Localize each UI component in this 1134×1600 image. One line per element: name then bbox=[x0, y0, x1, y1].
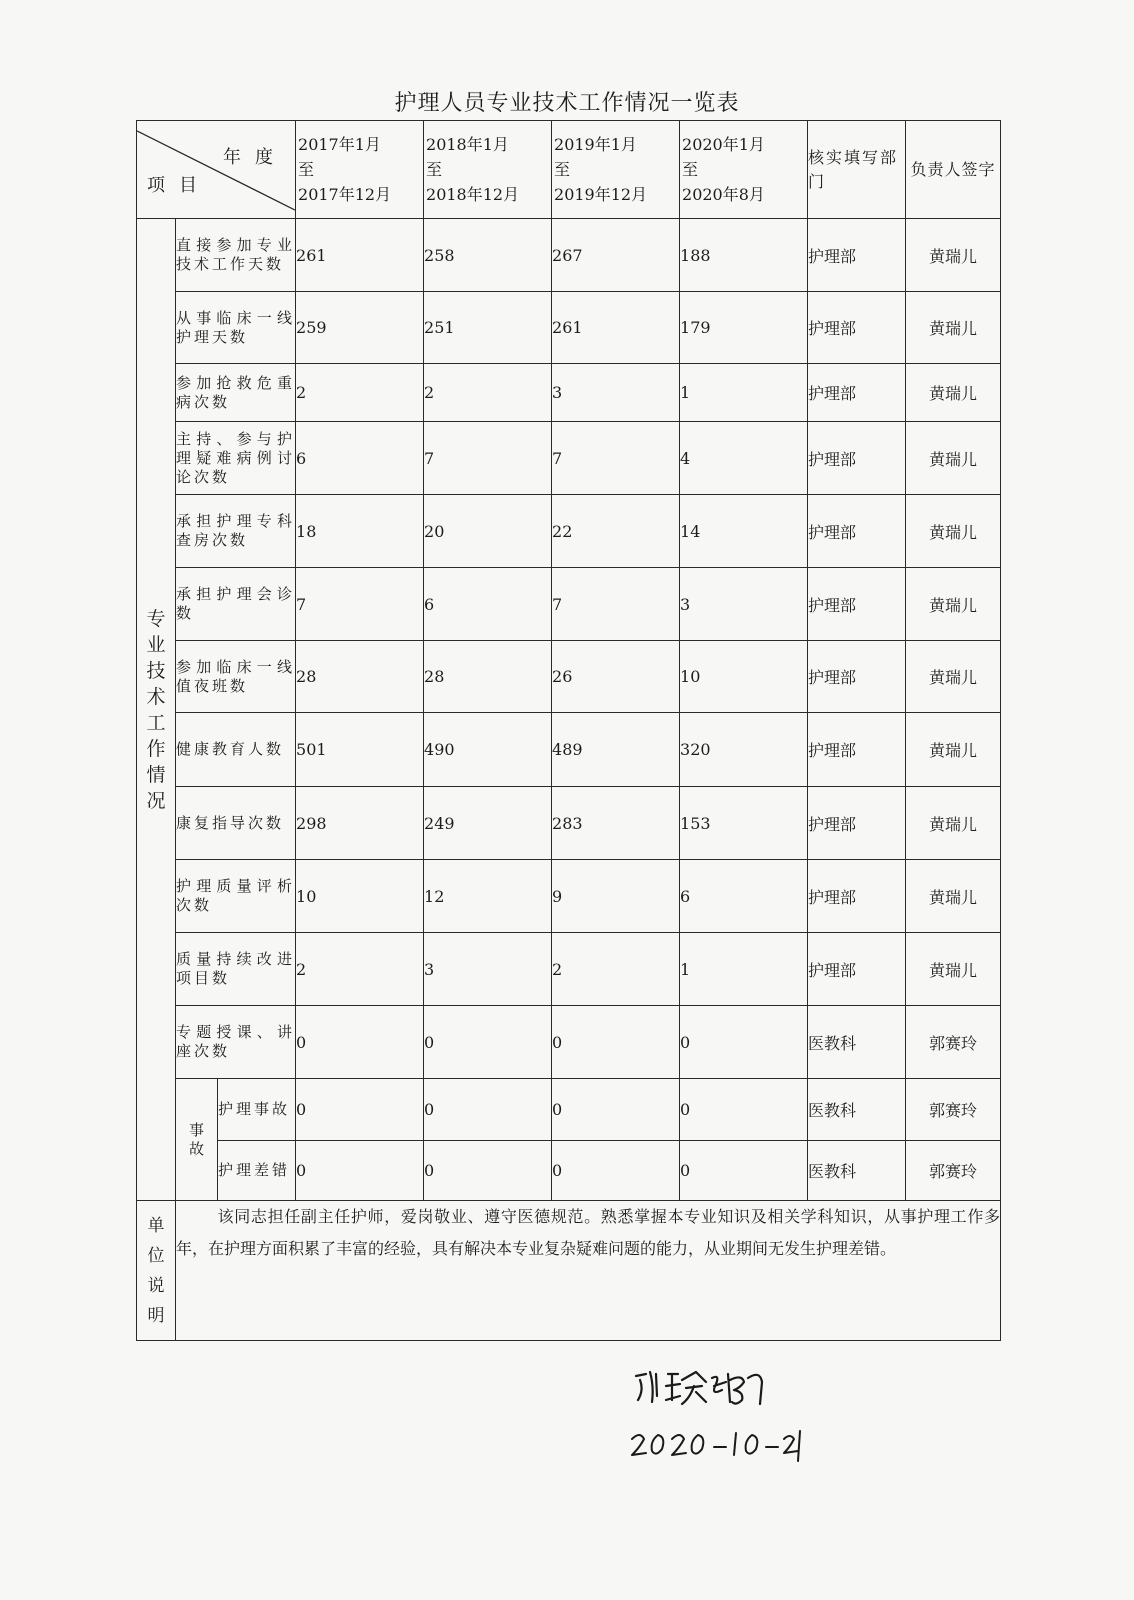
dept-cell: 护理部 bbox=[808, 787, 906, 860]
value-2018: 3 bbox=[424, 933, 552, 1006]
sign-cell: 黄瑞儿 bbox=[906, 422, 1001, 495]
value-2020: 6 bbox=[680, 860, 808, 933]
value-2017: 261 bbox=[296, 219, 424, 292]
year-header-2017: 2017年1月 至 2017年12月 bbox=[296, 121, 424, 219]
table-row bbox=[137, 860, 1001, 933]
value-2020: 0 bbox=[680, 1141, 808, 1201]
dept-cell: 医教科 bbox=[808, 1006, 906, 1079]
year-header-2019: 2019年1月 至 2019年12月 bbox=[552, 121, 680, 219]
value-2018: 251 bbox=[424, 292, 552, 364]
note-row bbox=[137, 1201, 1001, 1341]
value-2019: 7 bbox=[552, 568, 680, 641]
dept-cell: 护理部 bbox=[808, 713, 906, 787]
table-row bbox=[137, 219, 1001, 292]
value-2020: 1 bbox=[680, 364, 808, 422]
sign-cell: 黄瑞儿 bbox=[906, 219, 1001, 292]
value-2020: 188 bbox=[680, 219, 808, 292]
value-2017: 6 bbox=[296, 422, 424, 495]
value-2019: 3 bbox=[552, 364, 680, 422]
work-summary-table bbox=[136, 120, 1001, 1341]
value-2019: 9 bbox=[552, 860, 680, 933]
dept-cell: 护理部 bbox=[808, 364, 906, 422]
section-label: 专 业 技 术 工 作 情 况 bbox=[137, 219, 176, 1201]
sign-cell: 黄瑞儿 bbox=[906, 495, 1001, 568]
value-2020: 4 bbox=[680, 422, 808, 495]
value-2019: 2 bbox=[552, 933, 680, 1006]
sign-cell: 黄瑞儿 bbox=[906, 641, 1001, 713]
note-text: 该同志担任副主任护师，爱岗敬业、遵守医德规范。熟悉掌握本专业知识及相关学科知识，从事护理工作多年，在护理方面积累了丰富的经验，具有解决本专业复杂疑难问题的能力，从业期间无发生护理差错。 bbox=[176, 1201, 1001, 1341]
value-2017: 18 bbox=[296, 495, 424, 568]
dept-header: 核实填写部门 bbox=[808, 121, 906, 219]
value-2018: 249 bbox=[424, 787, 552, 860]
value-2019: 22 bbox=[552, 495, 680, 568]
value-2019: 283 bbox=[552, 787, 680, 860]
value-2018: 28 bbox=[424, 641, 552, 713]
table-row bbox=[137, 364, 1001, 422]
row-label: 质量持续改进项目数 bbox=[176, 933, 296, 1006]
value-2018: 0 bbox=[424, 1079, 552, 1141]
sign-cell: 黄瑞儿 bbox=[906, 292, 1001, 364]
value-2020: 14 bbox=[680, 495, 808, 568]
row-label: 健康教育人数 bbox=[176, 713, 296, 787]
value-2017: 10 bbox=[296, 860, 424, 933]
handwritten-signature bbox=[630, 1360, 770, 1410]
accident-label: 事 故 bbox=[176, 1079, 218, 1201]
value-2020: 3 bbox=[680, 568, 808, 641]
value-2017: 0 bbox=[296, 1006, 424, 1079]
sign-cell: 郭赛玲 bbox=[906, 1079, 1001, 1141]
value-2017: 501 bbox=[296, 713, 424, 787]
dept-cell: 护理部 bbox=[808, 568, 906, 641]
table-row bbox=[137, 292, 1001, 364]
sign-cell: 黄瑞儿 bbox=[906, 787, 1001, 860]
page-title: 护理人员专业技术工作情况一览表 bbox=[394, 91, 740, 116]
dept-cell: 护理部 bbox=[808, 422, 906, 495]
value-2018: 258 bbox=[424, 219, 552, 292]
value-2017: 7 bbox=[296, 568, 424, 641]
dept-cell: 医教科 bbox=[808, 1141, 906, 1201]
value-2019: 7 bbox=[552, 422, 680, 495]
dept-cell: 护理部 bbox=[808, 292, 906, 364]
value-2018: 7 bbox=[424, 422, 552, 495]
value-2020: 153 bbox=[680, 787, 808, 860]
value-2017: 0 bbox=[296, 1141, 424, 1201]
sign-cell: 黄瑞儿 bbox=[906, 364, 1001, 422]
value-2017: 28 bbox=[296, 641, 424, 713]
value-2019: 267 bbox=[552, 219, 680, 292]
dept-cell: 护理部 bbox=[808, 933, 906, 1006]
accident-item-label: 护理差错 bbox=[218, 1141, 296, 1201]
value-2019: 0 bbox=[552, 1079, 680, 1141]
row-label: 专题授课、讲座次数 bbox=[176, 1006, 296, 1079]
sign-cell: 黄瑞儿 bbox=[906, 860, 1001, 933]
value-2017: 2 bbox=[296, 364, 424, 422]
year-header-2018: 2018年1月 至 2018年12月 bbox=[424, 121, 552, 219]
dept-cell: 护理部 bbox=[808, 495, 906, 568]
table-row bbox=[137, 568, 1001, 641]
table-row bbox=[137, 641, 1001, 713]
value-2017: 2 bbox=[296, 933, 424, 1006]
value-2019: 26 bbox=[552, 641, 680, 713]
row-label: 护理质量评析次数 bbox=[176, 860, 296, 933]
table-row bbox=[137, 495, 1001, 568]
value-2017: 0 bbox=[296, 1079, 424, 1141]
value-2017: 298 bbox=[296, 787, 424, 860]
value-2018: 2 bbox=[424, 364, 552, 422]
note-label: 单 位 说 明 bbox=[137, 1201, 176, 1341]
table-row bbox=[137, 713, 1001, 787]
value-2020: 0 bbox=[680, 1079, 808, 1141]
value-2020: 10 bbox=[680, 641, 808, 713]
row-label: 承担护理专科查房次数 bbox=[176, 495, 296, 568]
accident-row bbox=[137, 1079, 1001, 1141]
value-2020: 0 bbox=[680, 1006, 808, 1079]
value-2019: 0 bbox=[552, 1141, 680, 1201]
row-label: 承担护理会诊数 bbox=[176, 568, 296, 641]
value-2017: 259 bbox=[296, 292, 424, 364]
row-label: 主持、参与护理疑难病例讨论次数 bbox=[176, 422, 296, 495]
diagonal-line bbox=[137, 121, 295, 218]
sign-cell: 郭赛玲 bbox=[906, 1006, 1001, 1079]
value-2020: 179 bbox=[680, 292, 808, 364]
table-row bbox=[137, 422, 1001, 495]
value-2018: 490 bbox=[424, 713, 552, 787]
value-2018: 6 bbox=[424, 568, 552, 641]
sign-cell: 黄瑞儿 bbox=[906, 933, 1001, 1006]
handwritten-date bbox=[628, 1425, 803, 1465]
sign-cell: 黄瑞儿 bbox=[906, 713, 1001, 787]
value-2019: 489 bbox=[552, 713, 680, 787]
item-header-label: 项目 bbox=[147, 175, 211, 196]
sign-cell: 郭赛玲 bbox=[906, 1141, 1001, 1201]
value-2019: 261 bbox=[552, 292, 680, 364]
row-label: 直接参加专业技术工作天数 bbox=[176, 219, 296, 292]
year-header-2020: 2020年1月 至 2020年8月 bbox=[680, 121, 808, 219]
value-2018: 0 bbox=[424, 1141, 552, 1201]
row-label: 康复指导次数 bbox=[176, 787, 296, 860]
table-row bbox=[137, 933, 1001, 1006]
table-row bbox=[137, 787, 1001, 860]
diagonal-header-cell bbox=[137, 121, 296, 219]
value-2020: 320 bbox=[680, 713, 808, 787]
row-label: 参加抢救危重病次数 bbox=[176, 364, 296, 422]
dept-cell: 护理部 bbox=[808, 860, 906, 933]
sign-header: 负责人签字 bbox=[906, 121, 1001, 219]
value-2018: 0 bbox=[424, 1006, 552, 1079]
table-row bbox=[137, 1006, 1001, 1079]
accident-item-label: 护理事故 bbox=[218, 1079, 296, 1141]
dept-cell: 护理部 bbox=[808, 641, 906, 713]
accident-row bbox=[137, 1141, 1001, 1201]
value-2018: 20 bbox=[424, 495, 552, 568]
sign-cell: 黄瑞儿 bbox=[906, 568, 1001, 641]
row-label: 参加临床一线值夜班数 bbox=[176, 641, 296, 713]
value-2020: 1 bbox=[680, 933, 808, 1006]
year-header-label: 年度 bbox=[223, 147, 287, 168]
header-row bbox=[137, 121, 1001, 219]
row-label: 从事临床一线护理天数 bbox=[176, 292, 296, 364]
value-2019: 0 bbox=[552, 1006, 680, 1079]
value-2018: 12 bbox=[424, 860, 552, 933]
dept-cell: 医教科 bbox=[808, 1079, 906, 1141]
dept-cell: 护理部 bbox=[808, 219, 906, 292]
